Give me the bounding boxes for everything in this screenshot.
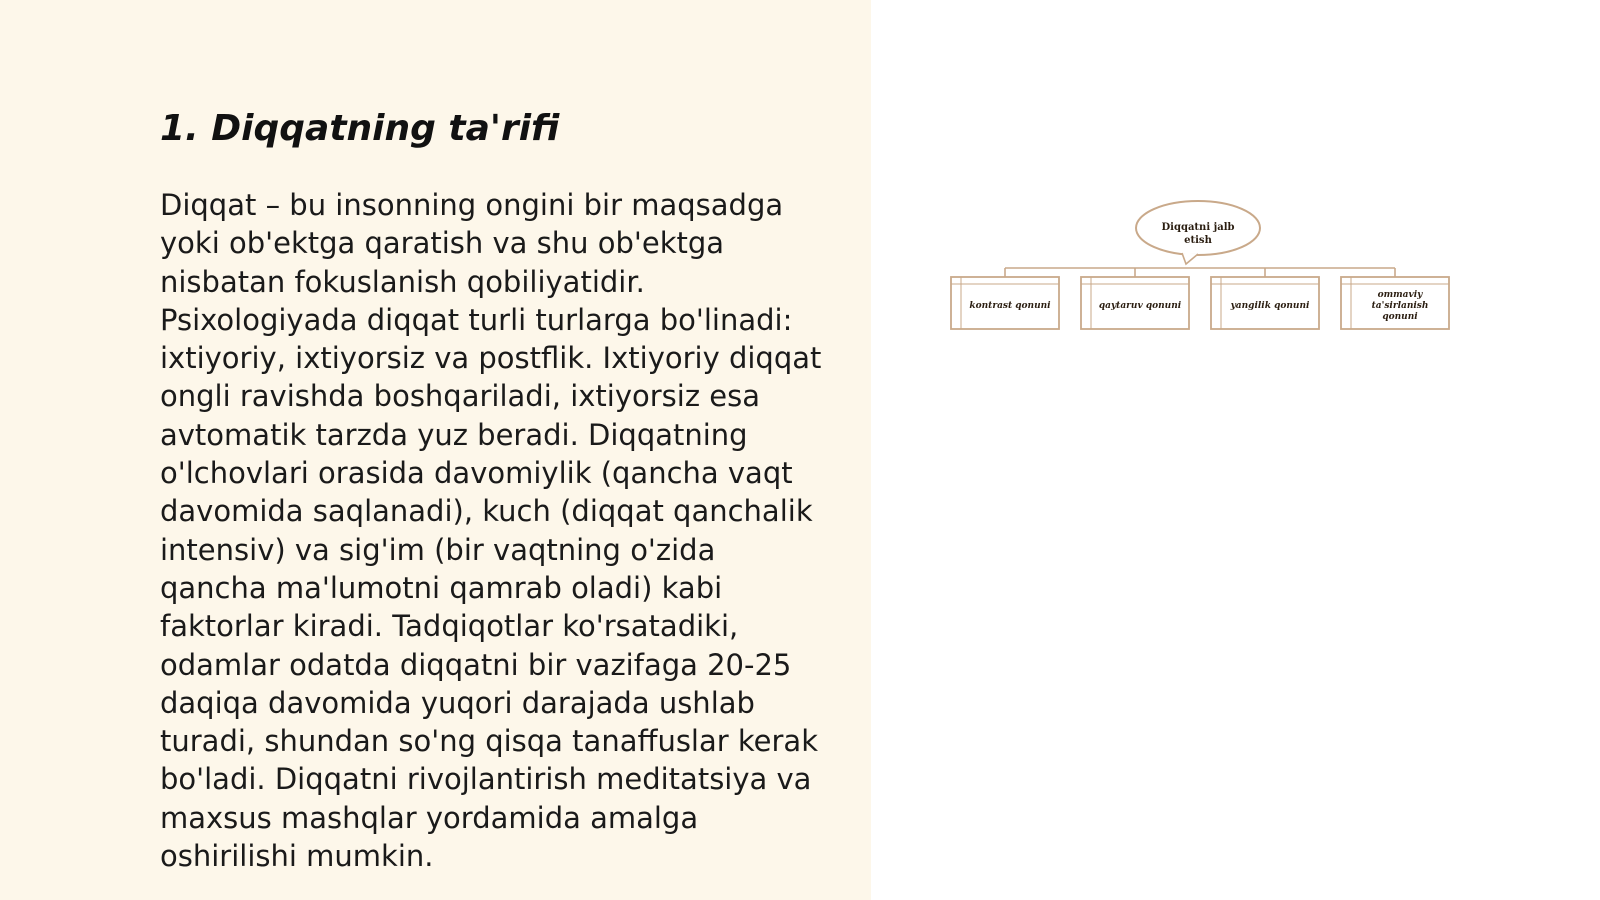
image-panel bbox=[871, 0, 1600, 900]
diagram-connectors bbox=[1005, 268, 1395, 277]
child-2-label: qaytaruv qonuni bbox=[1098, 301, 1182, 311]
slide-heading: 1. Diqqatning ta'rifi bbox=[160, 108, 560, 149]
child-3-label: yangilik qonuni bbox=[1230, 301, 1310, 311]
slide-body-text: Diqqat – bu insonning ongini bir maqsadga yoki ob'ektga qaratish va shu ob'ektga nisbatan fokuslanish qobiliyatidir. Psixologiyada diqqat turli turlarga bo'linadi: ixtiyoriy, ixtiyorsiz va postflik. Ixtiyoriy diqqat ongli ravishda boshqariladi, ixtiyorsiz esa avtomatik tarzda yuz beradi. Diqqatning o'lchovlari orasida davomiylik (qancha vaqt davomida saqlanadi), kuch (diqqat qanchalik intensiv) va sig'im (bir vaqtning o'zida qancha ma'lumotni qamrab oladi) kabi faktorlar kiradi. Tadqiqotlar ko'rsatadiki, odamlar odatda diqqatni bir vazifaga 20-25 daqiqa davomida yuqori darajada ushlab turadi, shundan so'ng qisqa tanaffuslar kerak bo'ladi. Diqqatni rivojlantirish meditatsiya va maxsus mashqlar yordamida amalga oshirilishi mumkin. bbox=[160, 188, 822, 874]
child-4-label-line2: ta'sirlanish bbox=[1371, 301, 1429, 311]
diagram-child-1 bbox=[951, 277, 1059, 329]
diagram-svg bbox=[946, 196, 1456, 336]
diagram-child-4 bbox=[1341, 277, 1449, 329]
root-label-line1: Diqqatni jalb bbox=[1161, 222, 1235, 233]
child-4-label-line1: ommaviy bbox=[1377, 290, 1423, 300]
diagram-root-node bbox=[1136, 201, 1260, 264]
attention-diagram bbox=[946, 196, 1456, 336]
diagram-child-2 bbox=[1081, 277, 1189, 329]
diagram-child-3 bbox=[1211, 277, 1319, 329]
root-bubble-tail bbox=[1182, 253, 1198, 264]
root-label-line2: etish bbox=[1184, 235, 1212, 246]
child-4-label-line3: qonuni bbox=[1382, 312, 1418, 322]
child-1-label: kontrast qonuni bbox=[969, 301, 1051, 311]
